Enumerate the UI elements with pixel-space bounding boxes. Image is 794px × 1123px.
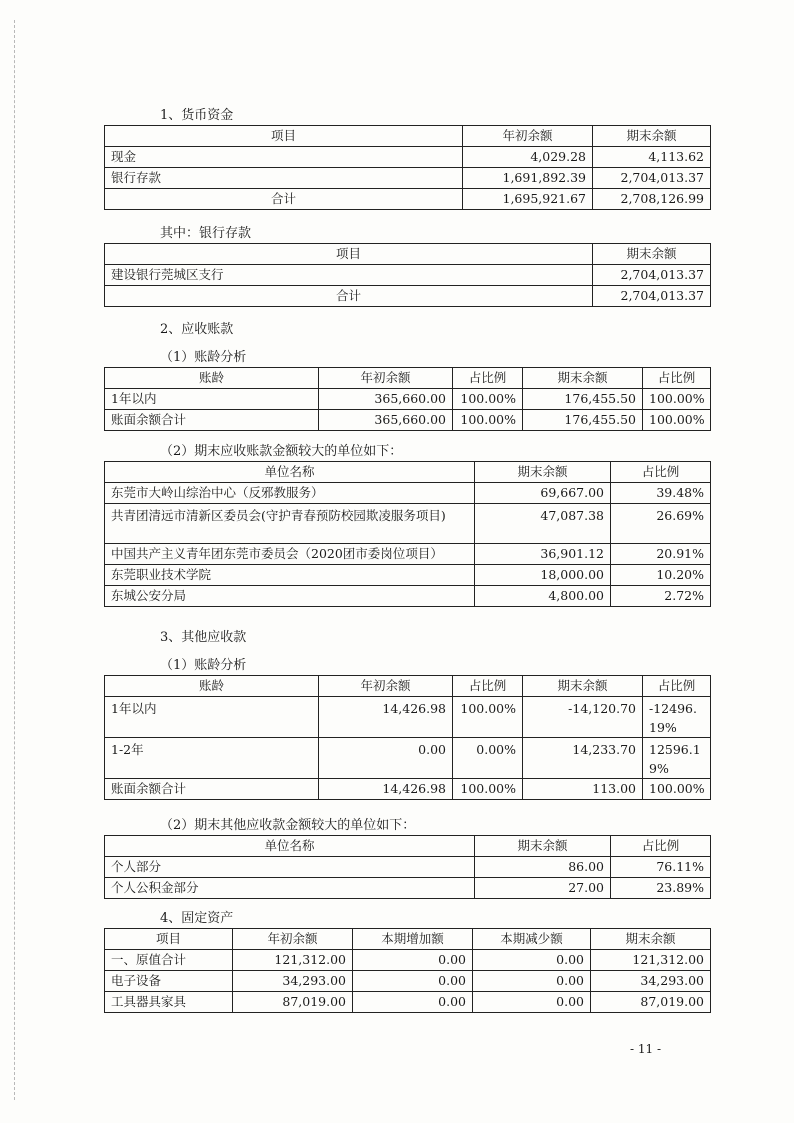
section-heading-cash: 1、货币资金	[160, 108, 234, 123]
table-cell: 2.72%	[611, 586, 711, 607]
header-cell: 期末余额	[593, 126, 711, 147]
table-cell: 合计	[105, 189, 463, 210]
table-cell: 14,233.70	[523, 738, 643, 779]
table-cell: 365,660.00	[319, 389, 453, 410]
bank-deposit-table	[104, 243, 711, 307]
table-cell: 23.89%	[611, 878, 711, 899]
table-cell: 26.69%	[611, 504, 711, 544]
header-cell: 项目	[105, 929, 233, 950]
table-cell: 银行存款	[105, 168, 463, 189]
table-cell: 100.00%	[453, 697, 523, 738]
table-cell: 0.00	[353, 950, 473, 971]
table-cell: 2,704,013.37	[593, 265, 711, 286]
table-cell: 1-2年	[105, 738, 319, 779]
table-cell: 12596.19%	[643, 738, 711, 779]
table-cell: 工具器具家具	[105, 992, 233, 1013]
table-cell: 69,667.00	[475, 483, 611, 504]
table-cell: 4,113.62	[593, 147, 711, 168]
binding-edge-line	[14, 20, 16, 1100]
header-cell: 占比例	[453, 676, 523, 697]
table-total-row	[105, 286, 711, 307]
cash-table	[104, 125, 711, 210]
table-header-row	[105, 368, 711, 389]
table-cell: 现金	[105, 147, 463, 168]
table-cell: 47,087.38	[475, 504, 611, 544]
table-cell: 0.00	[353, 971, 473, 992]
header-cell: 年初余额	[319, 368, 453, 389]
header-cell: 期末余额	[591, 929, 711, 950]
table-row	[105, 779, 711, 800]
table-row	[105, 544, 711, 565]
table-row	[105, 697, 711, 738]
header-cell: 期末余额	[523, 368, 643, 389]
table-cell: 个人公积金部分	[105, 878, 475, 899]
receivables-units-table-body	[104, 461, 711, 607]
table-cell: 86.00	[475, 857, 611, 878]
table-cell: 2,708,126.99	[593, 189, 711, 210]
table-cell: 东城公安分局	[105, 586, 475, 607]
table-header-row	[105, 836, 711, 857]
table-cell: 87,019.00	[233, 992, 353, 1013]
other-receivables-units-table	[104, 835, 711, 899]
table-cell: 100.00%	[643, 779, 711, 800]
table-cell: 账面余额合计	[105, 410, 319, 431]
header-cell: 占比例	[611, 462, 711, 483]
table-cell: 个人部分	[105, 857, 475, 878]
table-cell: 27.00	[475, 878, 611, 899]
receivables-aging-table	[104, 367, 711, 431]
table-header-row	[105, 676, 711, 697]
header-cell: 账龄	[105, 676, 319, 697]
header-cell: 期末余额	[523, 676, 643, 697]
table-cell: 100.00%	[453, 410, 523, 431]
table-cell: 4,029.28	[463, 147, 593, 168]
table-cell: 4,800.00	[475, 586, 611, 607]
table-header-row	[105, 126, 711, 147]
table-cell: 18,000.00	[475, 565, 611, 586]
table-cell: 一、原值合计	[105, 950, 233, 971]
header-cell: 占比例	[453, 368, 523, 389]
table-row	[105, 950, 711, 971]
table-cell: 113.00	[523, 779, 643, 800]
table-cell: 1,695,921.67	[463, 189, 593, 210]
fixed-assets-table	[104, 928, 711, 1013]
header-cell: 项目	[105, 126, 463, 147]
table-row	[105, 504, 711, 544]
table-cell: 电子设备	[105, 971, 233, 992]
table-cell: 东莞职业技术学院	[105, 565, 475, 586]
table-header-row	[105, 244, 711, 265]
sub-heading-aging: （1）账龄分析	[160, 350, 247, 365]
table-row	[105, 565, 711, 586]
header-cell: 占比例	[643, 368, 711, 389]
header-cell: 年初余额	[233, 929, 353, 950]
header-cell: 本期减少额	[473, 929, 591, 950]
table-cell: 20.91%	[611, 544, 711, 565]
other-receivables-aging-table	[104, 675, 711, 800]
header-cell: 本期增加额	[353, 929, 473, 950]
table-cell: 14,426.98	[319, 697, 453, 738]
table-cell: 东莞市大岭山综治中心（反邪教服务）	[105, 483, 475, 504]
table-total-row	[105, 189, 711, 210]
table-cell: 建设银行莞城区支行	[105, 265, 593, 286]
header-cell: 单位名称	[105, 462, 475, 483]
table-row	[105, 586, 711, 607]
table-row	[105, 410, 711, 431]
table-cell: 共青团清远市清新区委员会(守护青春预防校园欺凌服务项目)	[105, 504, 475, 544]
table-row	[105, 738, 711, 779]
table-header-row	[105, 929, 711, 950]
section-heading-fixed-assets: 4、固定资产	[160, 911, 234, 926]
table-cell: 36,901.12	[475, 544, 611, 565]
table-cell: 0.00	[473, 950, 591, 971]
table-cell: 34,293.00	[233, 971, 353, 992]
page-number: - 11 -	[630, 1042, 662, 1056]
header-cell: 期末余额	[475, 836, 611, 857]
table-cell: 176,455.50	[523, 410, 643, 431]
table-cell: 1年以内	[105, 697, 319, 738]
table-cell: 14,426.98	[319, 779, 453, 800]
header-cell: 占比例	[643, 676, 711, 697]
table-cell: 121,312.00	[233, 950, 353, 971]
header-cell: 账龄	[105, 368, 319, 389]
table-cell: 2,704,013.37	[593, 168, 711, 189]
table-cell: 10.20%	[611, 565, 711, 586]
table-cell: 76.11%	[611, 857, 711, 878]
header-cell: 期末余额	[475, 462, 611, 483]
table-cell: 0.00	[473, 992, 591, 1013]
table-row	[105, 265, 711, 286]
table-cell: -12496.19%	[643, 697, 711, 738]
section-heading-other-receivables: 3、其他应收款	[160, 630, 247, 645]
table-row	[105, 878, 711, 899]
table-row	[105, 971, 711, 992]
header-cell: 期末余额	[593, 244, 711, 265]
table-row	[105, 168, 711, 189]
table-cell: 合计	[105, 286, 593, 307]
table-cell: 87,019.00	[591, 992, 711, 1013]
table-row	[105, 992, 711, 1013]
table-cell: 100.00%	[453, 389, 523, 410]
table-row	[105, 389, 711, 410]
table-cell: -14,120.70	[523, 697, 643, 738]
table-cell: 39.48%	[611, 483, 711, 504]
table-header-row	[105, 462, 711, 483]
table-cell: 100.00%	[643, 389, 711, 410]
table-cell: 账面余额合计	[105, 779, 319, 800]
table-cell: 100.00%	[453, 779, 523, 800]
table-row	[105, 147, 711, 168]
table-cell: 中国共产主义青年团东莞市委员会（2020团市委岗位项目）	[105, 544, 475, 565]
sub-heading-major-other-receivables: （2）期末其他应收款金额较大的单位如下：	[160, 818, 416, 833]
sub-heading-major-receivables: （2）期末应收账款金额较大的单位如下：	[160, 444, 403, 459]
sub-heading-bank-deposit: 其中：银行存款	[160, 226, 252, 241]
section-heading-receivables: 2、应收账款	[160, 322, 234, 337]
table-row	[105, 857, 711, 878]
table-cell: 0.00	[473, 971, 591, 992]
table-cell: 121,312.00	[591, 950, 711, 971]
table-row	[105, 483, 711, 504]
header-cell: 占比例	[611, 836, 711, 857]
table-cell: 1年以内	[105, 389, 319, 410]
table-cell: 0.00%	[453, 738, 523, 779]
table-cell: 176,455.50	[523, 389, 643, 410]
table-cell: 100.00%	[643, 410, 711, 431]
table-cell: 0.00	[353, 992, 473, 1013]
header-cell: 年初余额	[319, 676, 453, 697]
table-cell: 2,704,013.37	[593, 286, 711, 307]
table-cell: 0.00	[319, 738, 453, 779]
table-cell: 34,293.00	[591, 971, 711, 992]
table-cell: 365,660.00	[319, 410, 453, 431]
sub-heading-aging: （1）账龄分析	[160, 658, 247, 673]
table-cell: 1,691,892.39	[463, 168, 593, 189]
header-cell: 单位名称	[105, 836, 475, 857]
header-cell: 年初余额	[463, 126, 593, 147]
header-cell: 项目	[105, 244, 593, 265]
